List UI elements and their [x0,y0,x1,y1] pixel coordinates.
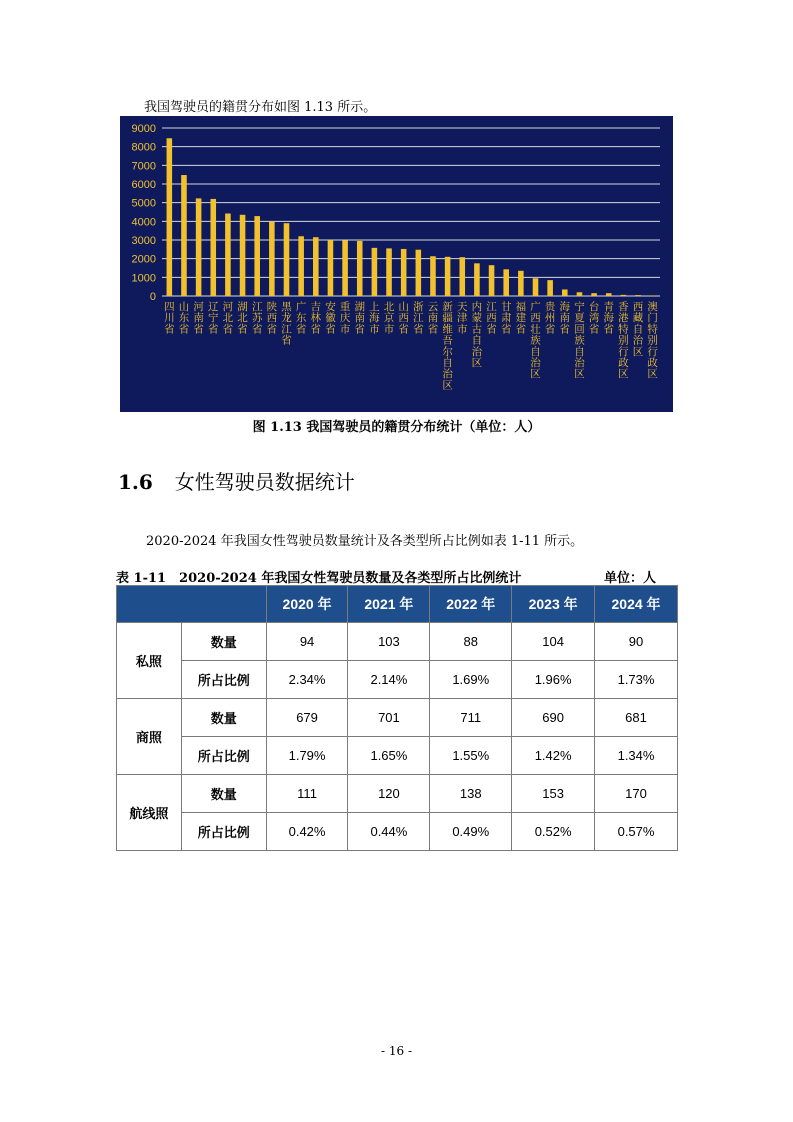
x-tick-label: 湖南省 [354,301,365,336]
table-cell: 90 [595,623,678,661]
bar [401,249,407,296]
table-cell: 711 [430,699,512,737]
header-year: 2021 年 [348,586,430,623]
table-cell: 153 [512,775,595,813]
table-cell: 88 [430,623,512,661]
bar [533,278,539,296]
table-row [117,699,678,737]
table-caption-text: 表 1-11 2020-2024 年我国女性驾驶员数量及各类型所占比例统计 [116,571,522,586]
bar [254,216,260,296]
y-tick-label: 8000 [131,141,156,154]
table-cell: 103 [348,623,430,661]
bar [225,213,231,296]
bar [284,223,290,296]
bar [342,240,348,296]
table-cell: 2.34% [266,661,348,699]
metric-label: 所占比例 [181,813,266,851]
bar [621,295,627,296]
y-tick-label: 7000 [131,160,156,173]
table-row [117,813,678,851]
bar [606,293,612,296]
x-tick-label: 山西省 [398,301,409,336]
x-tick-label: 贵州省 [544,301,556,336]
chart-background [120,116,673,412]
table-cell: 679 [266,699,348,737]
metric-label: 所占比例 [181,737,266,775]
table-cell: 1.55% [430,737,512,775]
metric-label: 数量 [181,699,266,737]
table-cell: 94 [266,623,348,661]
bar [416,250,422,296]
x-tick-label: 山东省 [178,301,190,336]
section-paragraph: 2020-2024 年我国女性驾驶员数量统计及各类型所占比例如表 1-11 所示。 [146,534,584,549]
bar [503,269,509,296]
chart-svg [120,116,673,412]
bar [357,241,363,296]
bar [210,199,216,296]
x-tick-label: 宁夏回族自治区 [574,301,585,381]
table-row [117,661,678,699]
table-row [117,623,678,661]
table-cell: 1.79% [266,737,348,775]
intro-text: 我国驾驶员的籍贯分布如图 1.13 所示。 [144,100,377,115]
x-tick-label: 内蒙古自治区 [471,301,483,369]
y-tick-label: 1000 [131,272,156,285]
metric-label: 数量 [181,623,266,661]
group-label: 商照 [117,699,182,775]
y-tick-label: 2000 [131,253,156,266]
figure-caption: 图 1.13 我国驾驶员的籍贯分布统计（单位：人） [252,420,541,435]
x-tick-label: 澳门特别行政区 [647,301,658,381]
x-tick-label: 江苏省 [251,301,263,336]
bar [489,265,495,296]
table-cell: 0.42% [266,813,348,851]
bar [240,215,246,296]
table-cell: 1.65% [348,737,430,775]
y-tick-label: 5000 [131,197,156,210]
section-title: 女性驾驶员数据统计 [174,470,355,494]
x-tick-label: 广东省 [295,301,307,336]
table-cell: 690 [512,699,595,737]
table-cell: 0.49% [430,813,512,851]
x-tick-label: 天津市 [457,301,468,336]
x-tick-label: 台湾省 [588,301,600,336]
bar [562,289,568,296]
table-cell: 681 [595,699,678,737]
x-tick-label: 青海省 [603,301,614,336]
bar [313,237,319,296]
bar [591,293,597,296]
x-tick-label: 陕西省 [266,301,278,336]
female-driver-table [116,585,678,851]
header-year: 2024 年 [595,586,678,623]
bar [196,198,202,296]
table-cell: 138 [430,775,512,813]
x-tick-label: 北京市 [383,301,395,336]
x-tick-label: 云南省 [427,301,439,336]
group-label: 航线照 [117,775,182,851]
bar [386,248,392,296]
header-year: 2023 年 [512,586,595,623]
table-cell: 1.42% [512,737,595,775]
x-tick-label: 安徽省 [325,301,336,336]
birthplace-bar-chart [120,116,673,412]
bar [547,280,553,296]
y-tick-label: 6000 [131,179,156,191]
x-tick-label: 海南省 [559,301,571,336]
x-tick-label: 黑龙江省 [281,301,292,347]
y-tick-label: 0 [149,291,156,303]
table-cell: 0.57% [595,813,678,851]
table-cell: 1.73% [595,661,678,699]
table-cell: 170 [595,775,678,813]
x-tick-label: 西藏自治区 [632,301,644,358]
x-tick-label: 重庆市 [339,301,351,336]
x-tick-label: 湖北省 [237,301,248,336]
y-tick-label: 9000 [131,123,156,135]
x-tick-label: 河北省 [222,301,234,336]
x-tick-label: 浙江省 [413,301,424,336]
bar [298,236,304,296]
table-cell: 701 [348,699,430,737]
table-cell: 2.14% [348,661,430,699]
x-tick-label: 河南省 [193,301,204,336]
page-number: - 16 - [380,1044,412,1058]
bar [430,256,436,296]
bar [518,271,524,296]
x-tick-label: 广西壮族自治区 [530,301,541,381]
bar [635,295,641,296]
header-blank [117,586,267,623]
table-cell: 1.96% [512,661,595,699]
x-tick-label: 香港特别行政区 [618,301,629,381]
header-year: 2020 年 [266,586,348,623]
table-cell: 104 [512,623,595,661]
x-tick-label: 福建省 [515,301,527,336]
table-row [117,737,678,775]
table-unit: 单位：人 [603,571,656,586]
group-label: 私照 [117,623,182,699]
bar [328,240,334,296]
table-row [117,775,678,813]
table-cell: 1.34% [595,737,678,775]
bar [167,138,173,296]
table-cell: 0.44% [348,813,430,851]
table-cell: 120 [348,775,430,813]
table-cell: 1.69% [430,661,512,699]
y-tick-label: 3000 [131,235,156,247]
table-cell: 0.52% [512,813,595,851]
x-tick-label: 江西省 [486,301,497,336]
x-tick-label: 四川省 [164,301,175,336]
bar [372,248,378,296]
bar [474,263,480,296]
y-tick-label: 4000 [131,216,156,229]
x-tick-label: 吉林省 [310,301,322,336]
x-tick-label: 辽宁省 [208,301,219,336]
x-tick-label: 新疆维吾尔自治区 [442,301,453,392]
section-number: 1.6 [118,470,153,494]
table-header-row [117,586,678,623]
table-cell: 111 [266,775,348,813]
section-heading [118,466,355,495]
table-caption [116,567,678,586]
metric-label: 数量 [181,775,266,813]
bar [269,222,275,296]
bar [650,295,656,296]
x-tick-label: 上海市 [369,301,380,336]
bar [181,175,187,296]
bar [577,292,583,296]
metric-label: 所占比例 [181,661,266,699]
bar [445,257,451,296]
bar [459,257,465,296]
header-year: 2022 年 [430,586,512,623]
x-tick-label: 甘肃省 [500,301,512,336]
